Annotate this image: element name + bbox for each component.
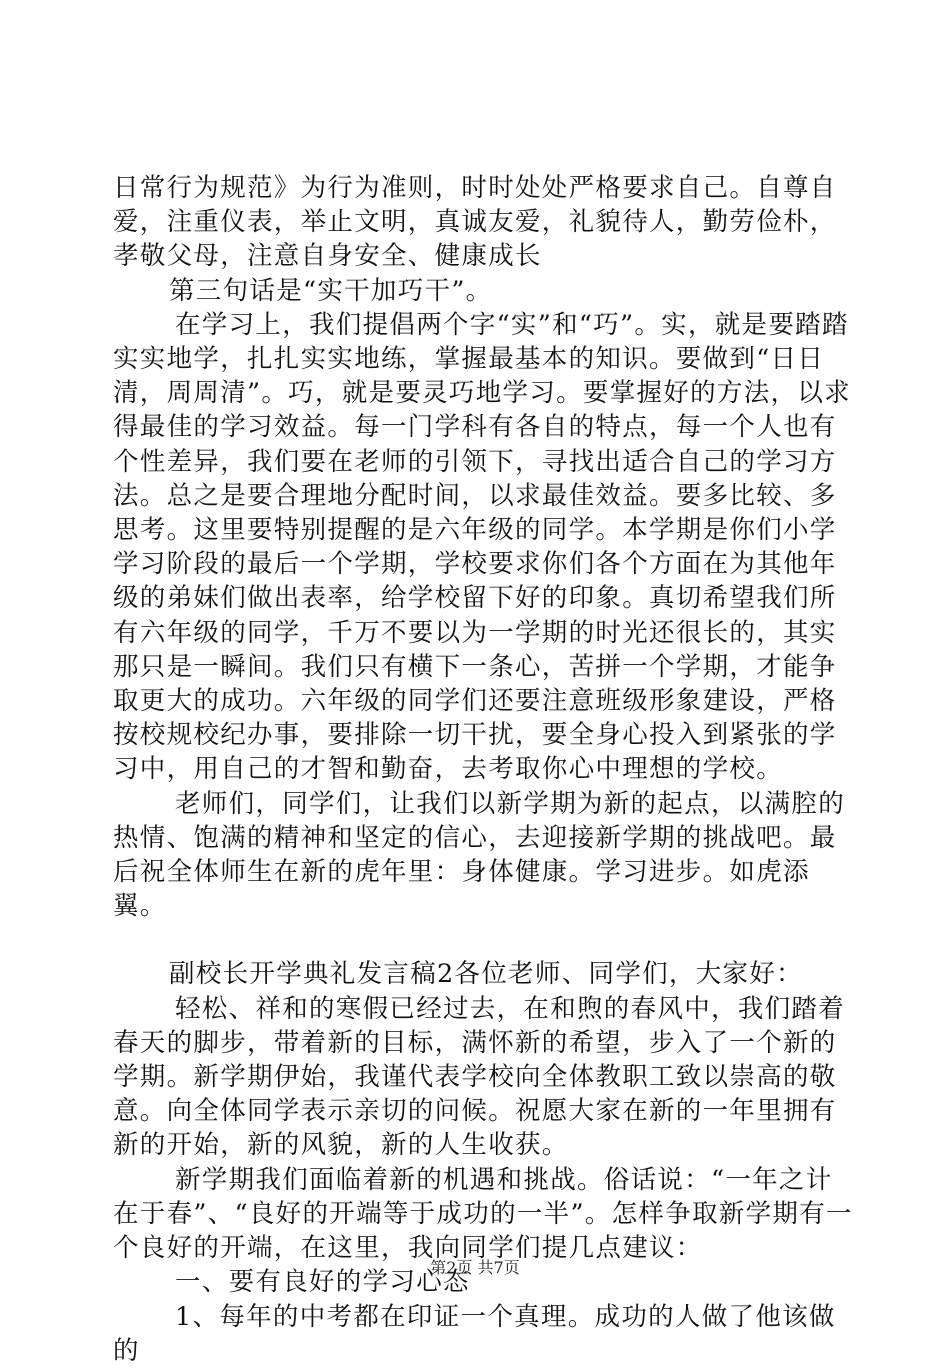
paragraph-study-advice: 在学习上，我们提倡两个字“实”和“巧”。实，就是要踏踏实实地学，扎扎实实地练，掌握最基本的知识。要做到“日日清，周周清”。巧，就是要灵巧地学习。要掌握好的方法，以求得最佳的学习效益。每一门学科有各自的特点，每一个人也有个性差异，我们要在老师的引领下，寻找出适合自己的学习方法。总之是要合理地分配时间，以求最佳效益。要多比较、多思考。这里要特别提醒的是六年级的同学。本学期是你们小学学习阶段的最后一个学期，学校要求你们各个方面在为其他年级的弟妹们做出表率，给学校留下好的印象。真切希望我们所有六年级的同学，千万不要以为一学期的时光还很长的，其实那只是一瞬间。我们只有横下一条心，苦拼一个学期，才能争取更大的成功。六年级的同学们还要注意班级形象建设，严格按校规校纪办事，要排除一切干扰，要全身心投入到紧张的学习中，用自己的才智和勤奋，去考取你心中理想的学校。	[113, 309, 851, 785]
section-heading-study-attitude: 一、要有良好的学习心态	[175, 1267, 470, 1298]
paragraph-closing-wishes: 老师们，同学们，让我们以新学期为新的起点，以满腔的热情、饱满的精神和坚定的信心，去迎接新学期的挑战吧。最后祝全体师生在新的虎年里：身体健康。学习进步。如虎添翼。	[113, 788, 846, 922]
paragraph-new-semester: 新学期我们面临着新的机遇和挑战。俗话说：“一年之计在于春”、“良好的开端等于成功的一半”。怎样争取新学期有一个良好的开端，在这里，我向同学们提几点建议：	[113, 1164, 853, 1264]
paragraph-spacer	[113, 923, 853, 957]
paragraph-speech-title: 副校长开学典礼发言稿2各位老师、同学们，大家好：	[169, 959, 803, 990]
paragraph-third-saying: 第三句话是“实干加巧干”。	[169, 275, 493, 306]
page-footer: 第2页 共7页	[430, 1258, 520, 1277]
paragraph-behavior-norms: 日常行为规范》为行为准则，时时处处严格要求自己。自尊自爱，注重仪表，举止文明，真诚友爱，礼貌待人，勤劳俭朴，孝敬父母，注意自身安全、健康成长	[113, 173, 837, 272]
paragraph-winter-break: 轻松、祥和的寒假已经过去，在和煦的春风中，我们踏着春天的脚步，带着新的目标，满怀新的希望，步入了一个新的学期。新学期伊始，我谨代表学校向全体教职工致以崇高的敬意。向全体同学表示亲切的问候。祝愿大家在新的一年里拥有新的开始，新的风貌，新的人生收获。	[113, 993, 846, 1161]
paragraph-exam-truth: 1、每年的中考都在印证一个真理。成功的人做了他该做的	[113, 1301, 836, 1366]
document-body	[113, 171, 853, 1368]
